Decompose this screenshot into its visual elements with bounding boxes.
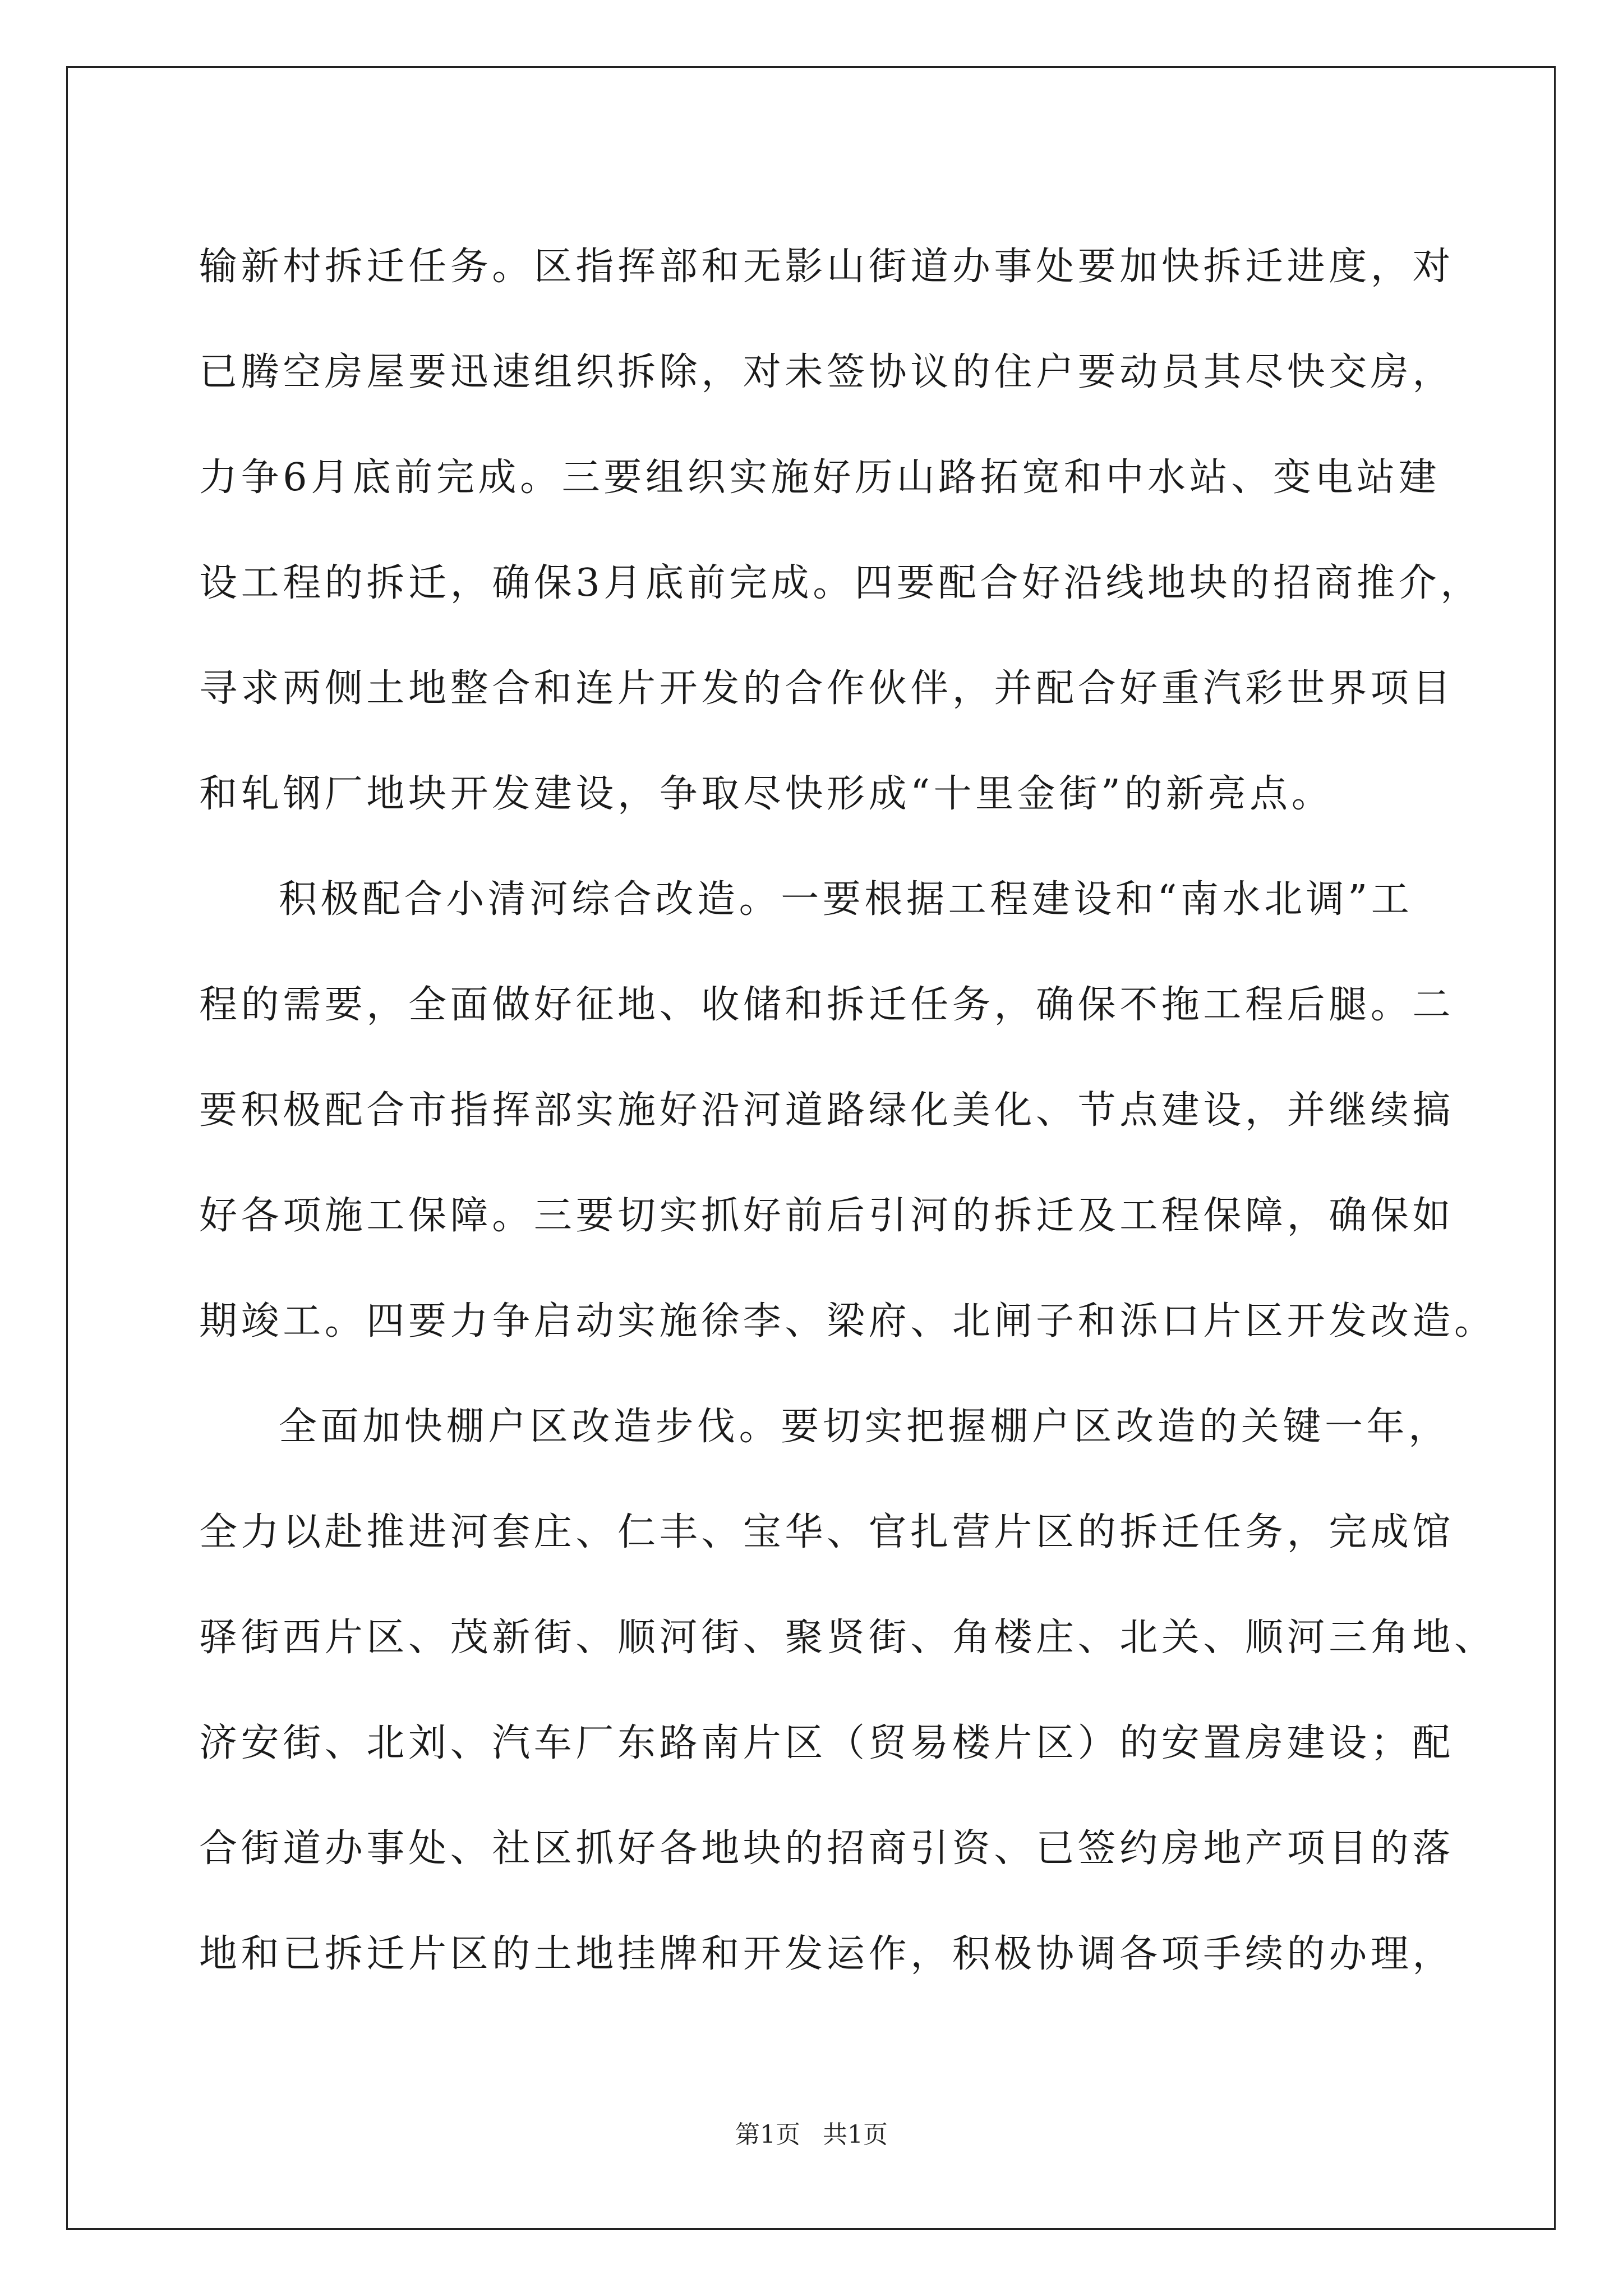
- text-line: 要积极配合市指挥部实施好沿河道路绿化美化、节点建设，并继续搞: [199, 1088, 1455, 1133]
- text-line: 驿街西片区、茂新街、顺河街、聚贤街、角楼庄、北关、顺河三角地、: [199, 1616, 1496, 1660]
- text-line: 已腾空房屋要迅速组织拆除，对未签协议的住户要动员其尽快交房，: [199, 350, 1455, 394]
- text-line: 力争6月底前完成。三要组织实施好历山路拓宽和中水站、变电站建: [199, 455, 1441, 500]
- paragraph-start-line: 积极配合小清河综合改造。一要根据工程建设和“南水北调”工: [279, 877, 1413, 922]
- text-line: 输新村拆迁任务。区指挥部和无影山街道办事处要加快拆迁进度，对: [199, 245, 1455, 289]
- text-line: 合街道办事处、社区抓好各地块的招商引资、已签约房地产项目的落: [199, 1826, 1455, 1871]
- text-line: 程的需要，全面做好征地、收储和拆迁任务，确保不拖工程后腿。二: [199, 983, 1455, 1027]
- text-line: 寻求两侧土地整合和连片开发的合作伙伴，并配合好重汽彩世界项目: [199, 666, 1455, 711]
- text-line: 期竣工。四要力争启动实施徐李、梁府、北闸子和泺口片区开发改造。: [199, 1299, 1496, 1343]
- text-line: 地和已拆迁片区的土地挂牌和开发运作，积极协调各项手续的办理，: [199, 1932, 1455, 1976]
- text-line: 好各项施工保障。三要切实抓好前后引河的拆迁及工程保障，确保如: [199, 1194, 1455, 1238]
- text-line: 全力以赴推进河套庄、仁丰、宝华、官扎营片区的拆迁任务，完成馆: [199, 1510, 1455, 1554]
- page-number: 第1页: [735, 2120, 800, 2149]
- text-line: 济安街、北刘、汽车厂东路南片区（贸易楼片区）的安置房建设；配: [199, 1721, 1455, 1765]
- paragraph-start-line: 全面加快棚户区改造步伐。要切实把握棚户区改造的关键一年，: [279, 1405, 1450, 1449]
- document-body: [199, 214, 1496, 2007]
- text-line: 设工程的拆迁，确保3月底前完成。四要配合好沿线地块的招商推介，: [199, 561, 1482, 605]
- page-total: 共1页: [823, 2120, 888, 2149]
- text-line: 和轧钢厂地块开发建设，争取尽快形成“十里金街”的新亮点。: [199, 772, 1334, 816]
- page-footer: [0, 2118, 1623, 2152]
